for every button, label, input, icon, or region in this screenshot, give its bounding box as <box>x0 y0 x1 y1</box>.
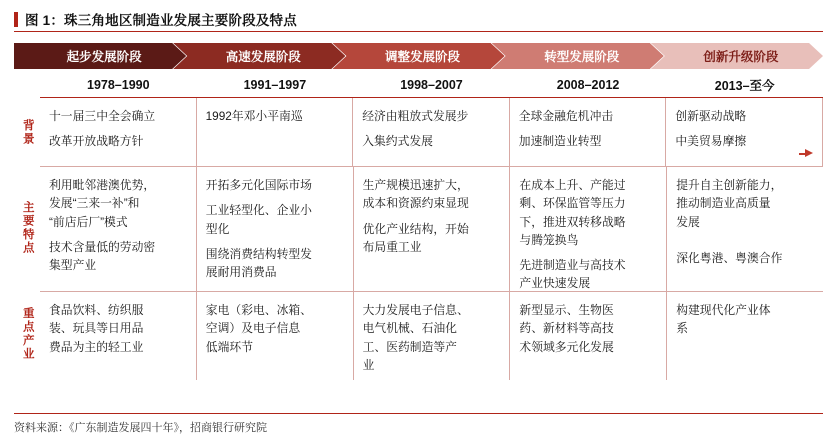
cell-line: 先进制造业与高技术 <box>519 258 626 273</box>
cell-background-2 <box>197 98 354 166</box>
title-divider <box>14 31 823 32</box>
stage-years: 1991–1997 <box>197 72 354 98</box>
cell-background-1 <box>40 98 197 166</box>
cell-industries-4 <box>510 292 667 380</box>
footer-divider <box>14 413 823 414</box>
cell-line: 在成本上升、产能过 <box>519 178 626 192</box>
cell-line: 集型产业 <box>49 258 97 273</box>
cell-line: 布局重工业 <box>362 239 422 254</box>
stage-label: 创新升级阶段 <box>703 50 779 64</box>
cell-line: 经济由粗放式发展步 <box>362 109 469 123</box>
cell-line: 大力发展电子信息、 <box>362 303 469 317</box>
cell-line: 创新驱动战略 <box>675 109 747 123</box>
stage-years: 1978–1990 <box>40 72 197 98</box>
table-row <box>40 98 823 167</box>
stage-label: 调整发展阶段 <box>385 50 461 64</box>
stage-arrow-1 <box>14 43 186 69</box>
stage-years: 1998–2007 <box>353 72 510 98</box>
stage-arrow-band <box>14 43 823 69</box>
flow-arrow-icon <box>799 149 813 158</box>
row-label-features: 主要特点 <box>21 201 34 255</box>
cell-background-4 <box>510 98 667 166</box>
row-label-column <box>14 98 40 380</box>
cell-line: 深化粤港、粤澳合作 <box>676 250 783 265</box>
cell-line: 低端环节 <box>205 339 253 354</box>
cell-line: 术领域多元化发展 <box>519 339 614 354</box>
cell-features-3 <box>354 167 511 291</box>
stage-label: 起步发展阶段 <box>66 50 142 64</box>
source-note: 资料来源：《广东制造发展四十年》，招商银行研究院 <box>14 422 267 434</box>
stage-years: 2008–2012 <box>510 72 667 98</box>
cell-line: 系 <box>676 321 688 336</box>
cell-line: 利用毗邻港澳优势， <box>49 178 156 192</box>
stage-years: 2013–至今 <box>666 72 823 98</box>
stage-matrix <box>14 98 823 380</box>
page-title: 图 1：珠三角地区制造业发展主要阶段及特点 <box>25 13 297 28</box>
title-accent-bar <box>14 12 18 27</box>
stage-label: 转型发展阶段 <box>544 50 620 64</box>
cell-line: “前店后厂”模式 <box>49 214 128 229</box>
stage-year-row <box>40 72 823 98</box>
cell-line: 产业快速发展 <box>519 276 591 291</box>
cell-industries-5 <box>667 292 823 380</box>
cell-line: 发展 <box>676 214 700 229</box>
stage-arrow-5 <box>651 43 823 69</box>
cell-features-1 <box>40 167 197 291</box>
cell-line: 入集约式发展 <box>362 134 433 149</box>
cell-features-2 <box>197 167 354 291</box>
cell-line: 技术含量低的劳动密 <box>49 239 156 254</box>
cell-background-3 <box>353 98 510 166</box>
table-row <box>40 167 823 292</box>
cell-line: 下，推进双转移战略 <box>519 214 626 229</box>
cell-line: 构建现代化产业体 <box>676 303 771 317</box>
cell-line: 加速制造业转型 <box>518 134 602 149</box>
cell-line: 1992年邓小平南巡 <box>205 109 303 123</box>
matrix-grid <box>40 98 823 380</box>
stage-arrow-4 <box>492 43 664 69</box>
cell-line: 新型显示、生物医 <box>519 303 614 317</box>
cell-line: 围绕消费结构转型发 <box>205 246 312 261</box>
cell-line: 装、玩具等日用品 <box>49 321 144 336</box>
cell-line: 发展“三来一补”和 <box>49 196 140 211</box>
cell-line: 提升自主创新能力， <box>676 178 783 192</box>
cell-line: 型化 <box>205 221 230 236</box>
cell-line: 中美贸易摩擦 <box>675 134 747 149</box>
row-label-background: 背景 <box>21 118 34 146</box>
cell-line: 优化产业结构，开始 <box>362 221 469 236</box>
cell-line: 费品为主的轻工业 <box>49 339 144 354</box>
cell-line: 工、医药制造等产 <box>362 339 457 354</box>
cell-industries-2 <box>197 292 354 380</box>
cell-line: 生产规模迅速扩大， <box>362 178 469 192</box>
cell-line: 药、新材料等高技 <box>519 321 614 336</box>
cell-line: 家电（彩电、冰箱、 <box>205 303 312 317</box>
cell-line: 成本和资源约束显现 <box>362 196 469 211</box>
cell-line: 十一届三中全会确立 <box>49 109 156 123</box>
table-row <box>40 292 823 380</box>
cell-line: 开拓多元化国际市场 <box>205 178 312 192</box>
cell-line: 空调）及电子信息 <box>205 321 301 336</box>
cell-features-4 <box>510 167 667 291</box>
cell-line: 食品饮料、纺织服 <box>49 303 144 317</box>
cell-line: 与腾笼换鸟 <box>519 232 579 247</box>
cell-line: 推动制造业高质量 <box>676 196 771 211</box>
stage-arrow-2 <box>173 43 345 69</box>
cell-features-5 <box>667 167 823 291</box>
row-label-industries: 重点产业 <box>21 307 34 361</box>
figure-title-row <box>14 0 823 29</box>
cell-line: 业 <box>362 357 375 372</box>
cell-line: 工业轻型化、企业小 <box>205 203 312 218</box>
cell-line: 展耐用消费品 <box>205 265 277 280</box>
cell-industries-3 <box>354 292 511 380</box>
stage-arrow-3 <box>332 43 504 69</box>
stage-label: 高速发展阶段 <box>225 50 301 64</box>
cell-industries-1 <box>40 292 197 380</box>
cell-line: 剩、环保监管等压力 <box>519 196 626 211</box>
cell-line: 全球金融危机冲击 <box>518 109 614 123</box>
cell-line: 电气机械、石油化 <box>362 321 457 336</box>
cell-line: 改革开放战略方针 <box>49 134 144 149</box>
